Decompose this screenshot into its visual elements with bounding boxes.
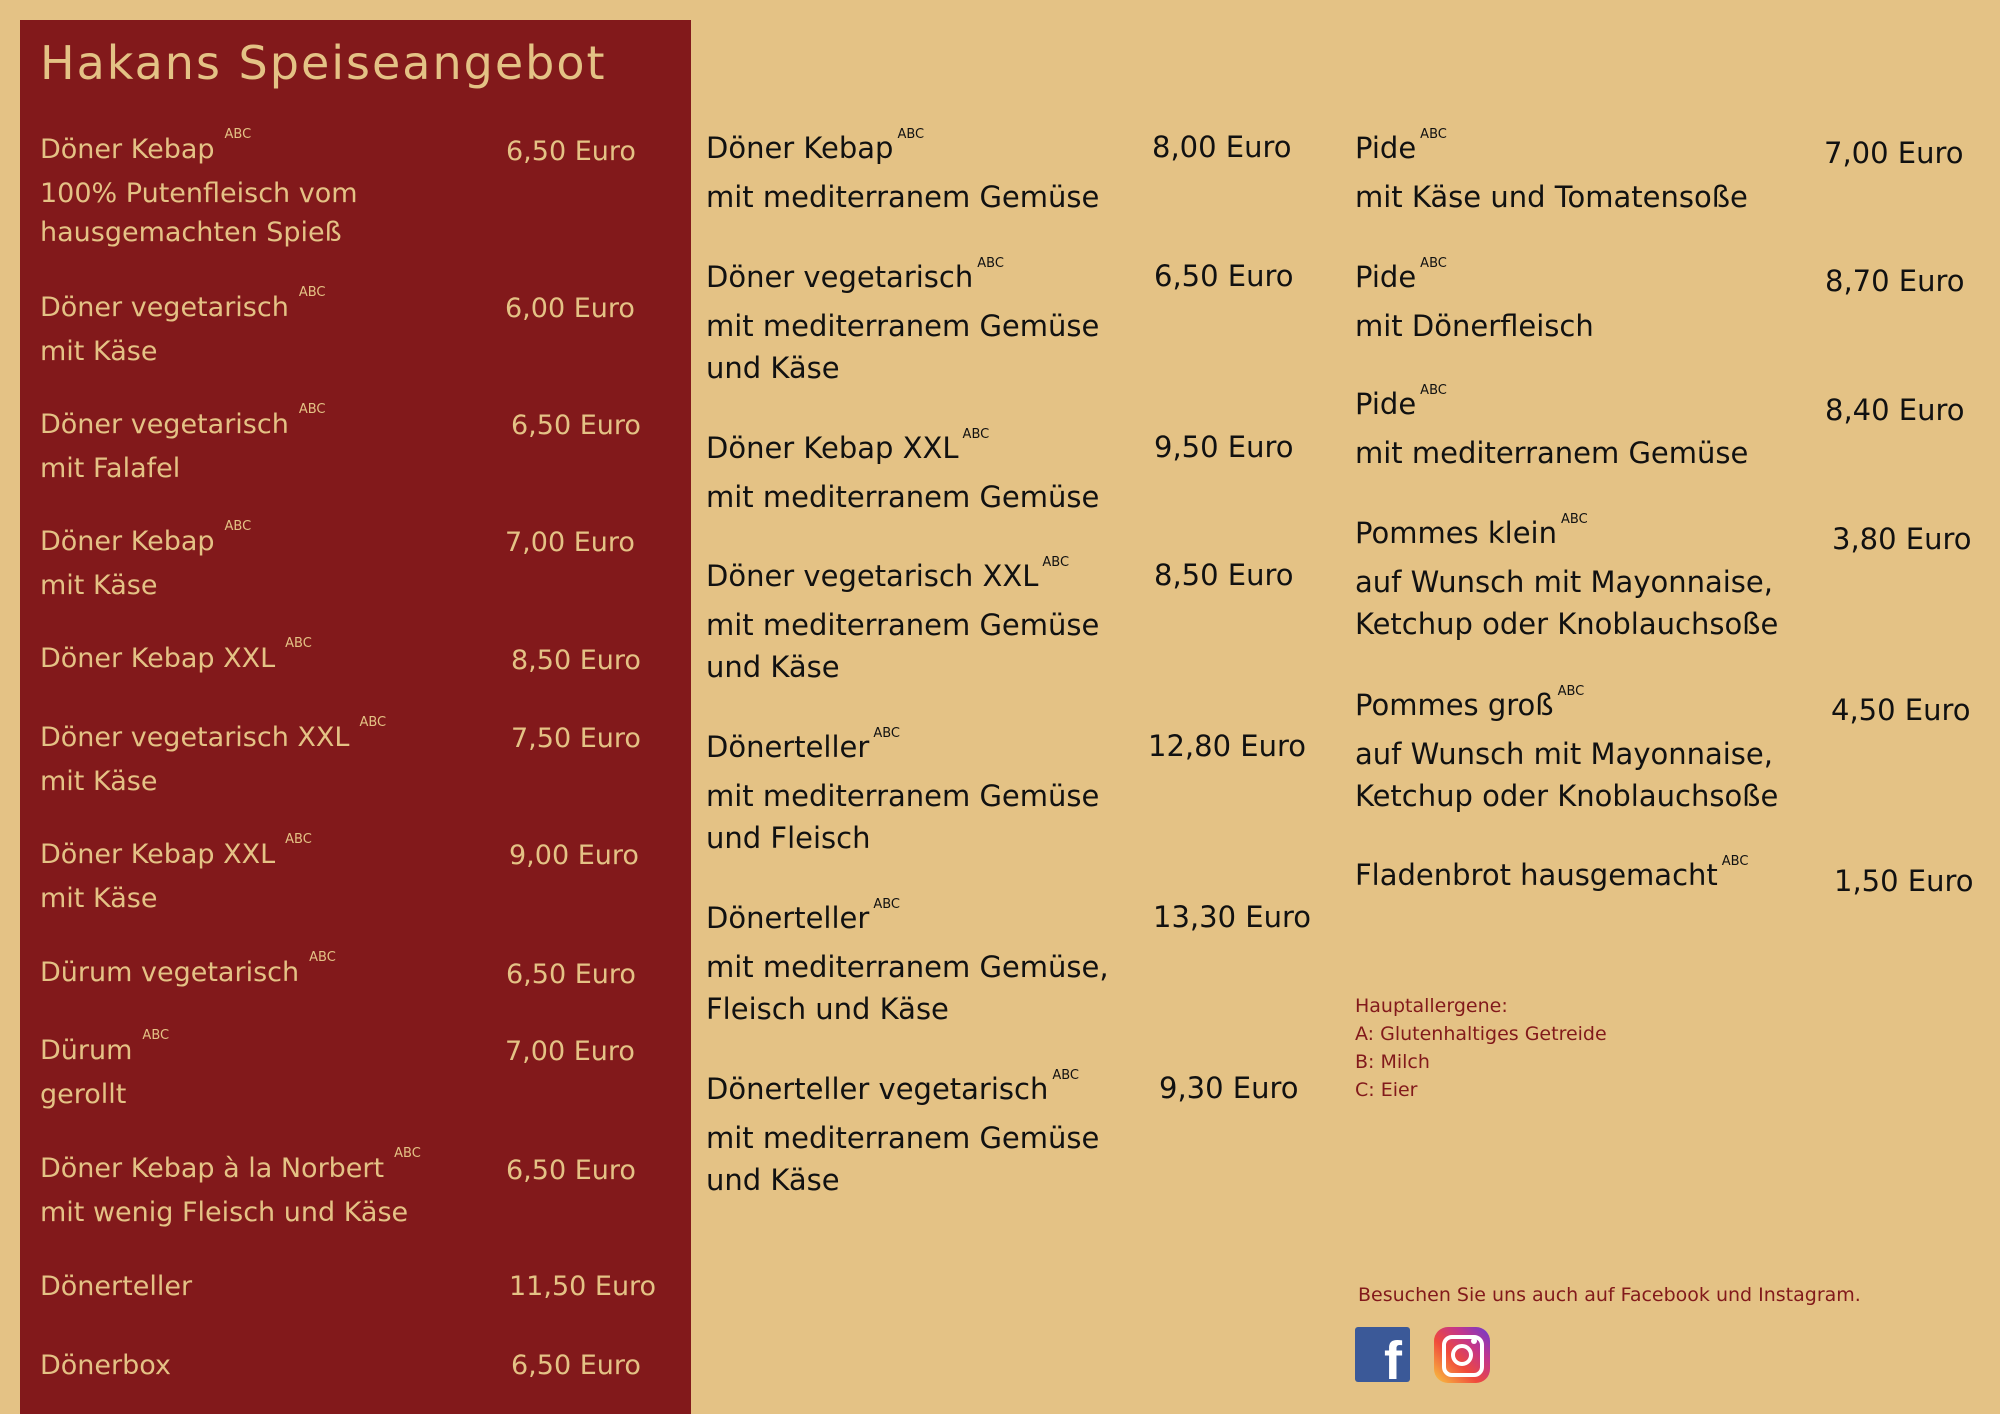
item-name: Döner Kebap xyxy=(40,526,215,557)
menu-item xyxy=(40,1346,171,1385)
item-price: 3,80 Euro xyxy=(1832,522,1972,556)
item-price: 6,50 Euro xyxy=(511,410,641,441)
item-description: mit mediterranem Gemüse xyxy=(706,1121,1100,1155)
allergen-tag: ABC xyxy=(298,402,326,417)
item-price: 4,50 Euro xyxy=(1831,693,1971,727)
item-price: 7,00 Euro xyxy=(1824,136,1964,170)
item-name: Döner Kebap XXL xyxy=(40,839,276,870)
item-price: 8,50 Euro xyxy=(1154,558,1294,592)
item-name: Pide xyxy=(1355,387,1417,421)
item-name: Döner Kebap xyxy=(706,131,894,165)
item-description: mit Käse xyxy=(40,336,158,367)
allergen-tag: ABC xyxy=(1721,854,1749,869)
menu-item xyxy=(40,127,358,252)
allergen-tag: ABC xyxy=(309,950,336,965)
menu-item xyxy=(1355,256,1594,347)
item-price: 7,50 Euro xyxy=(511,723,641,754)
item-price: 12,80 Euro xyxy=(1148,729,1306,763)
allergen-tag: ABC xyxy=(1052,1068,1080,1083)
allergen-tag: ABC xyxy=(285,832,312,847)
menu-item xyxy=(1355,512,1778,645)
item-description: und Käse xyxy=(706,650,840,684)
item-description: hausgemachten Spieß xyxy=(40,217,342,248)
item-price: 11,50 Euro xyxy=(509,1271,657,1302)
menu-item xyxy=(40,832,312,918)
item-price: 8,40 Euro xyxy=(1825,393,1965,427)
item-price: 7,00 Euro xyxy=(505,1036,635,1067)
item-name: Döner Kebap à la Norbert xyxy=(40,1153,385,1184)
item-name: Dönerteller vegetarisch xyxy=(706,1072,1049,1106)
item-name: Döner vegetarisch xyxy=(40,292,289,323)
allergen-tag: ABC xyxy=(873,897,900,912)
allergen-tag: ABC xyxy=(285,636,312,651)
menu-item xyxy=(706,555,1099,688)
item-description: mit mediterranem Gemüse, xyxy=(706,950,1109,984)
allergen-tag: ABC xyxy=(1420,256,1447,271)
allergen-tag: ABC xyxy=(142,1028,170,1043)
allergen-tag: ABC xyxy=(962,427,990,442)
item-name: Dönerteller xyxy=(706,901,870,935)
menu-item xyxy=(40,1028,170,1114)
item-description: mit Dönerfleisch xyxy=(1355,309,1594,343)
allergen-tag: ABC xyxy=(977,256,1004,271)
allergen-tag: ABC xyxy=(1557,684,1585,699)
allergen-a: A: Glutenhaltiges Getreide xyxy=(1355,1023,1607,1045)
item-description: mit mediterranem Gemüse xyxy=(706,180,1100,214)
item-name: Döner Kebap XXL xyxy=(706,431,959,465)
item-name: Fladenbrot hausgemacht xyxy=(1355,858,1718,892)
item-description: Ketchup oder Knoblauchsoße xyxy=(1355,607,1779,641)
item-price: 6,00 Euro xyxy=(505,293,635,324)
item-description: und Käse xyxy=(706,1163,840,1197)
menu-item xyxy=(40,1146,421,1232)
allergen-tag: ABC xyxy=(359,715,387,730)
item-name: Pide xyxy=(1355,131,1417,165)
allergen-tag: ABC xyxy=(1420,127,1447,142)
menu-item xyxy=(40,950,336,997)
item-name: Döner vegetarisch xyxy=(40,409,289,440)
item-name: Dürum vegetarisch xyxy=(40,957,300,988)
menu-item xyxy=(1355,684,1778,817)
item-price: 6,50 Euro xyxy=(506,959,636,990)
allergen-tag: ABC xyxy=(897,127,925,142)
allergen-b: B: Milch xyxy=(1355,1051,1430,1073)
social-text: Besuchen Sie uns auch auf Facebook und Instagram. xyxy=(1358,1284,1861,1306)
menu-item xyxy=(706,1068,1099,1201)
allergen-heading: Hauptallergene: xyxy=(1355,995,1508,1017)
menu-item xyxy=(1355,127,1748,218)
item-name: Döner Kebap xyxy=(40,134,215,165)
item-description: Ketchup oder Knoblauchsoße xyxy=(1355,779,1779,813)
item-description: mit Käse xyxy=(40,570,158,601)
item-name: Dürum xyxy=(40,1035,133,1066)
menu-item xyxy=(1355,383,1748,474)
item-description: mit Käse xyxy=(40,766,158,797)
item-name: Dönerbox xyxy=(40,1350,171,1381)
item-price: 9,00 Euro xyxy=(509,840,639,871)
item-price: 8,50 Euro xyxy=(511,645,641,676)
item-name: Döner vegetarisch XXL xyxy=(40,722,350,753)
item-description: Fleisch und Käse xyxy=(706,992,949,1026)
menu-item xyxy=(40,1267,192,1306)
item-name: Dönerteller xyxy=(706,730,870,764)
menu-item xyxy=(706,256,1099,389)
item-name: Dönerteller xyxy=(40,1271,193,1302)
item-price: 1,50 Euro xyxy=(1834,864,1974,898)
item-name: Pommes groß xyxy=(1355,688,1554,722)
item-price: 9,30 Euro xyxy=(1159,1071,1299,1105)
item-description: mit Falafel xyxy=(40,453,181,484)
menu-item xyxy=(40,519,252,605)
allergen-tag: ABC xyxy=(224,519,252,534)
item-description: mit mediterranem Gemüse xyxy=(706,309,1100,343)
item-description: mit Käse und Tomatensoße xyxy=(1355,180,1748,214)
item-description: mit mediterranem Gemüse xyxy=(706,480,1100,514)
item-description: mit mediterranem Gemüse xyxy=(706,608,1100,642)
item-description: auf Wunsch mit Mayonnaise, xyxy=(1355,737,1773,771)
item-price: 9,50 Euro xyxy=(1154,430,1294,464)
allergen-tag: ABC xyxy=(1420,383,1447,398)
allergen-tag: ABC xyxy=(394,1146,421,1161)
allergen-legend xyxy=(1355,992,1607,1104)
allergen-tag: ABC xyxy=(873,726,900,741)
menu-item xyxy=(40,285,326,371)
menu-item xyxy=(706,127,1099,218)
allergen-tag: ABC xyxy=(1042,555,1070,570)
menu-item xyxy=(1355,854,1748,903)
item-name: Döner vegetarisch XXL xyxy=(706,559,1039,593)
menu-item xyxy=(706,726,1099,859)
menu-title: Hakans Speiseangebot xyxy=(40,36,607,90)
item-description: und Fleisch xyxy=(706,821,871,855)
allergen-tag: ABC xyxy=(1561,512,1588,527)
instagram-icon[interactable] xyxy=(1434,1327,1490,1383)
item-name: Döner vegetarisch xyxy=(706,260,974,294)
item-name: Döner Kebap XXL xyxy=(40,643,276,674)
item-price: 6,50 Euro xyxy=(506,136,636,167)
menu-item xyxy=(40,402,326,488)
item-description: mit Käse xyxy=(40,883,158,914)
allergen-tag: ABC xyxy=(298,285,326,300)
menu-item xyxy=(706,897,1109,1030)
item-price: 8,00 Euro xyxy=(1152,130,1292,164)
menu-item xyxy=(40,636,312,683)
allergen-c: C: Eier xyxy=(1355,1079,1418,1101)
item-name: Pide xyxy=(1355,260,1417,294)
menu-item xyxy=(40,715,387,801)
item-description: mit wenig Fleisch und Käse xyxy=(40,1197,409,1228)
item-description: 100% Putenfleisch vom xyxy=(40,178,358,209)
allergen-tag: ABC xyxy=(224,127,252,142)
item-description: auf Wunsch mit Mayonnaise, xyxy=(1355,565,1773,599)
item-description: gerollt xyxy=(40,1079,127,1110)
item-description: mit mediterranem Gemüse xyxy=(706,779,1100,813)
facebook-icon[interactable]: f xyxy=(1355,1327,1410,1382)
item-price: 13,30 Euro xyxy=(1153,900,1311,934)
menu-item xyxy=(706,427,1099,518)
item-name: Pommes klein xyxy=(1355,516,1557,550)
item-price: 8,70 Euro xyxy=(1825,264,1965,298)
item-price: 6,50 Euro xyxy=(1154,259,1294,293)
item-price: 6,50 Euro xyxy=(511,1350,641,1381)
item-description: mit mediterranem Gemüse xyxy=(1355,436,1749,470)
item-price: 6,50 Euro xyxy=(506,1155,636,1186)
item-price: 7,00 Euro xyxy=(505,527,635,558)
item-description: und Käse xyxy=(706,351,840,385)
